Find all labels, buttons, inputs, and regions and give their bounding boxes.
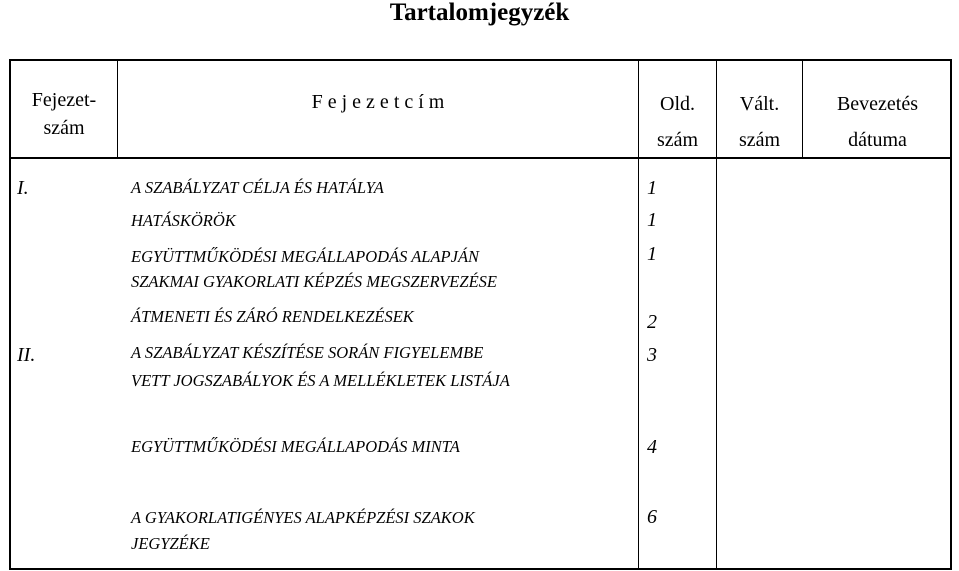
page-number: 6: [647, 506, 657, 528]
toc-entry-line: EGYÜTTMŰKÖDÉSI MEGÁLLAPODÁS MINTA: [131, 437, 460, 456]
chapter-number: II.: [17, 344, 36, 366]
page-number: 1: [647, 209, 657, 231]
header-intro-date-line1: Bevezetés: [836, 93, 919, 115]
header-intro-date-line2: dátuma: [848, 129, 907, 151]
header-change-no-line2: szám: [738, 129, 781, 151]
header-chapter-no-line2: szám: [43, 117, 85, 139]
page-number: 2: [647, 311, 657, 333]
chapter-number: I.: [17, 177, 29, 199]
page-number: 1: [647, 177, 657, 199]
toc-entry-line: A SZABÁLYZAT CÉLJA ÉS HATÁLYA: [131, 178, 384, 197]
header-page-no: [639, 86, 716, 158]
header-change-no: [717, 86, 802, 158]
toc-entry-line: EGYÜTTMŰKÖDÉSI MEGÁLLAPODÁS ALAPJÁN: [131, 247, 480, 266]
header-page-no-line1: Old.: [660, 93, 695, 115]
toc-entry-line: ÁTMENETI ÉS ZÁRÓ RENDELKEZÉSEK: [131, 307, 414, 326]
toc-entry-line: JEGYZÉKE: [131, 534, 210, 553]
header-chapter-no: [12, 86, 116, 142]
toc-entry: [131, 306, 414, 327]
toc-entry-line: A SZABÁLYZAT KÉSZÍTÉSE SORÁN FIGYELEMBE: [131, 343, 484, 362]
toc-entry-line: SZAKMAI GYAKORLATI KÉPZÉS MEGSZERVEZÉSE: [131, 272, 497, 291]
header-page-no-line2: szám: [656, 129, 699, 151]
page-title: Tartalomjegyzék: [389, 0, 570, 26]
toc-entry-line: VETT JOGSZABÁLYOK ÉS A MELLÉKLETEK LISTÁJA: [131, 371, 510, 390]
toc-entry: [131, 210, 236, 231]
header-chapter-no-line1: Fejezet-: [31, 89, 97, 111]
page-number: 4: [647, 436, 657, 458]
toc-entry: [131, 177, 384, 198]
toc-entry: [131, 244, 497, 294]
header-chapter-title: F e j e z e t c í m: [311, 91, 445, 113]
toc-entry-line: HATÁSKÖRÖK: [131, 211, 236, 230]
toc-entry: [131, 436, 460, 457]
toc-entry: [131, 339, 510, 395]
header-intro-date: [803, 86, 952, 158]
toc-entry: [131, 505, 475, 557]
page-number: 3: [647, 344, 657, 366]
toc-entry-line: A GYAKORLATIGÉNYES ALAPKÉPZÉSI SZAKOK: [131, 508, 475, 527]
header-change-no-line1: Vált.: [739, 93, 780, 115]
page-number: 1: [647, 243, 657, 265]
